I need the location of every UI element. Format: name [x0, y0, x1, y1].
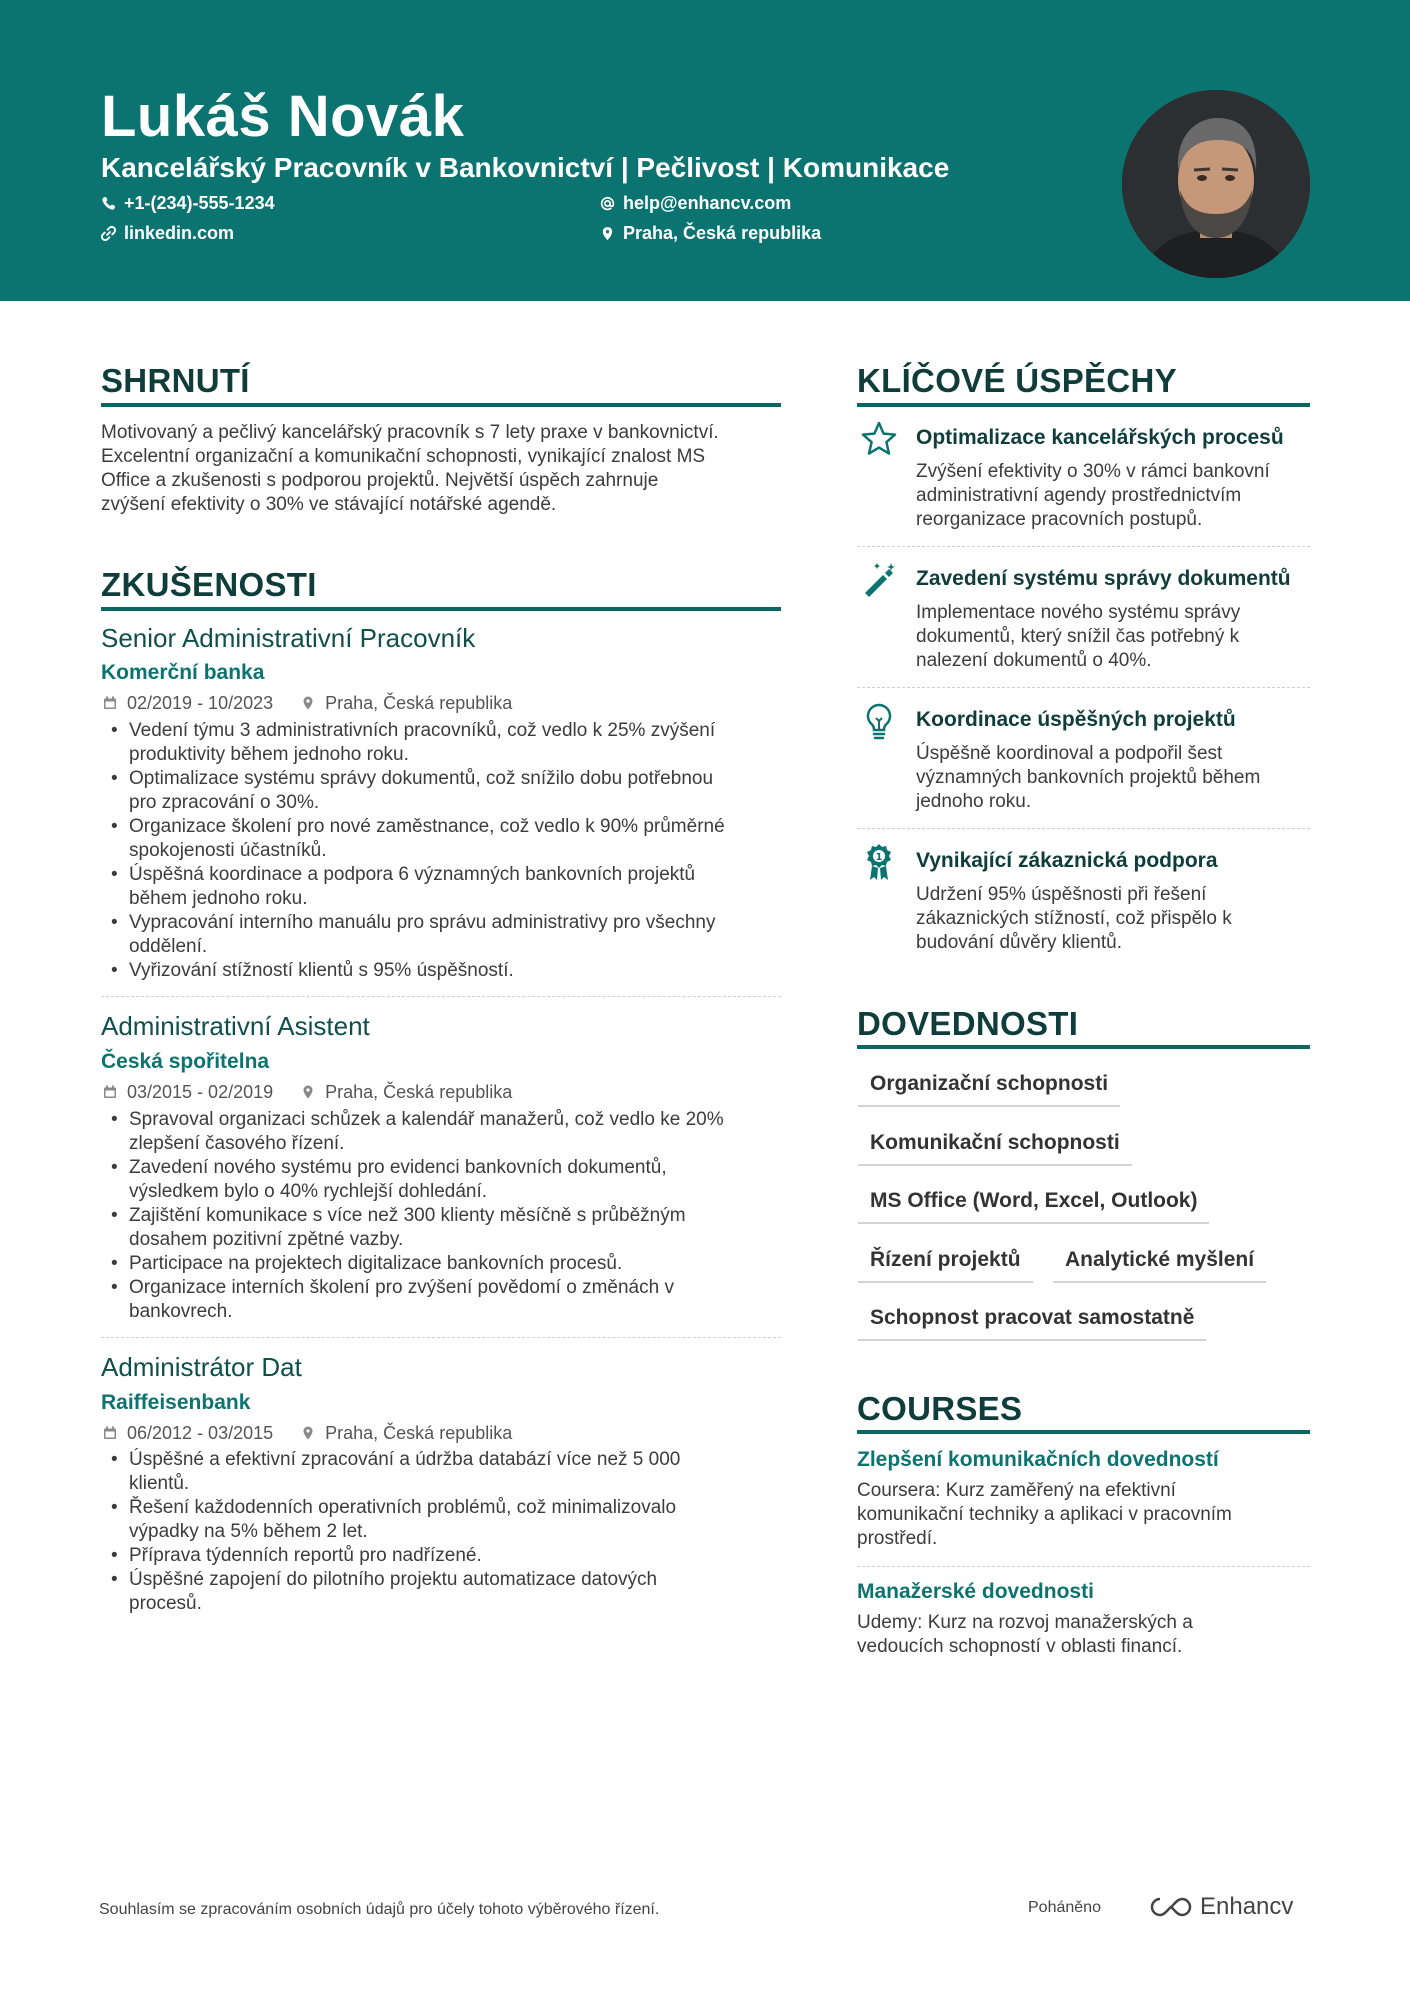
list-item: • Optimalizace systému správy dokumentů, což snížilo dobu potřebnou pro zpracování o 30%. — [101, 767, 791, 815]
location-pin-icon — [600, 226, 615, 241]
job-meta — [103, 1421, 512, 1445]
job-bullets — [101, 719, 791, 983]
calendar-icon — [103, 1426, 117, 1440]
job-dates: 06/2012 - 03/2015 — [127, 1423, 274, 1443]
job-location — [301, 691, 512, 715]
courses-divider — [857, 1430, 1310, 1434]
job-dates: 03/2015 - 02/2019 — [127, 1082, 274, 1102]
achievement-separator — [857, 828, 1310, 829]
list-item: • Participace na projektech digitalizace bankovních procesů. — [101, 1252, 791, 1276]
achievement-description: Implementace nového systému správy dokumentů, který snížil čas potřebný k nalezení dokumentů o 40%. — [916, 602, 1241, 671]
job-location-text: Praha, Česká republika — [325, 1423, 513, 1443]
course-title: Zlepšení komunikačních dovedností — [857, 1448, 1219, 1471]
list-item: • Organizace školení pro nové zaměstnance, což vedlo k 90% průměrné spokojenosti účastníků. — [101, 815, 791, 863]
job-dates: 02/2019 - 10/2023 — [127, 693, 274, 713]
at-icon — [600, 196, 615, 211]
job-meta — [103, 1080, 512, 1104]
list-item: • Organizace interních školení pro zvýšení povědomí o změnách v bankovrech. — [101, 1276, 791, 1324]
email-contact[interactable] — [600, 191, 791, 215]
location-pin-icon — [301, 1085, 315, 1099]
link-icon — [101, 226, 116, 241]
list-item: • Spravoval organizaci schůzek a kalendář manažerů, což vedlo ke 20% zlepšení časového řízení. — [101, 1108, 791, 1156]
phone-contact[interactable] — [101, 191, 275, 215]
phone-text: +1-(234)-555-1234 — [124, 193, 275, 213]
magic-wand-icon — [859, 559, 899, 599]
experience-heading: ZKUŠENOSTI — [101, 566, 317, 603]
job-bullets — [101, 1108, 791, 1324]
summary-line: Excelentní organizační a komunikační schopnosti, vynikající znalost MS — [101, 446, 706, 467]
company-name: Česká spořitelna — [101, 1050, 270, 1073]
experience-divider — [101, 607, 781, 611]
linkedin-contact[interactable] — [101, 221, 234, 245]
award-ribbon-icon — [859, 842, 899, 882]
star-icon — [859, 419, 899, 459]
list-item: • Vedení týmu 3 administrativních pracovníků, což vedlo k 25% zvýšení produktivity během jednoho roku. — [101, 719, 791, 767]
list-item: • Úspěšné a efektivní zpracování a údržba databází více než 5 000 klientů. — [101, 1448, 791, 1496]
achievement-description: Úspěšně koordinoval a podpořil šest významných bankovních projektů během jednoho roku. — [916, 743, 1261, 812]
course-description: Udemy: Kurz na rozvoj manažerských a vedoucích schopností v oblasti financí. — [857, 1612, 1193, 1657]
achievements-divider — [857, 403, 1310, 407]
linkedin-text: linkedin.com — [124, 223, 235, 243]
calendar-icon — [103, 1085, 117, 1099]
job-location-text: Praha, Česká republika — [325, 693, 513, 713]
skill-tag: Řízení projektů — [858, 1245, 1033, 1283]
achievements-heading: KLÍČOVÉ ÚSPĚCHY — [857, 362, 1177, 399]
courses-heading: COURSES — [857, 1390, 1023, 1427]
job-meta — [103, 691, 512, 715]
lightbulb-icon — [859, 702, 899, 742]
summary-text — [101, 421, 791, 517]
email-text: help@enhancv.com — [623, 193, 792, 213]
skills-divider — [857, 1045, 1310, 1049]
location-contact — [600, 221, 821, 245]
profile-photo — [1122, 90, 1310, 278]
course-separator — [857, 1566, 1310, 1567]
summary-line: Motivovaný a pečlivý kancelářský pracovník s 7 lety praxe v bankovnictví. — [101, 422, 719, 443]
summary-divider — [101, 403, 781, 407]
list-item: • Vypracování interního manuálu pro správu administrativy pro všechny oddělení. — [101, 911, 791, 959]
job-title: Administrátor Dat — [101, 1352, 302, 1382]
powered-by-label: Poháněno — [1028, 1899, 1101, 1916]
company-name: Komerční banka — [101, 661, 265, 684]
list-item: • Úspěšná koordinace a podpora 6 významných bankovních projektů během jednoho roku. — [101, 863, 791, 911]
summary-heading: SHRNUTÍ — [101, 362, 250, 399]
company-name: Raiffeisenbank — [101, 1391, 251, 1414]
skill-tag: Organizační schopnosti — [858, 1069, 1120, 1107]
achievement-title: Optimalizace kancelářských procesů — [916, 426, 1284, 449]
job-title: Administrativní Asistent — [101, 1011, 370, 1041]
calendar-icon — [103, 696, 117, 710]
location-text: Praha, Česká republika — [623, 223, 822, 243]
skill-tag: Analytické myšlení — [1053, 1245, 1266, 1283]
job-separator — [101, 1337, 781, 1338]
job-separator — [101, 996, 781, 997]
header-banner — [0, 0, 1410, 301]
enhancv-logo[interactable] — [1148, 1893, 1293, 1921]
summary-line: Office a zkušenosti s podporou projektů. Největší úspěch zahrnuje — [101, 470, 659, 491]
skill-tag: MS Office (Word, Excel, Outlook) — [858, 1186, 1209, 1224]
phone-icon — [101, 196, 116, 211]
course-description: Coursera: Kurz zaměřený na efektivní komunikační techniky a aplikaci v pracovním prostředí. — [857, 1480, 1232, 1549]
achievement-description: Udržení 95% úspěšnosti při řešení zákaznických stížností, což přispělo k budování důvěry klientů. — [916, 884, 1232, 953]
job-title: Senior Administrativní Pracovník — [101, 623, 476, 653]
list-item: • Příprava týdenních reportů pro nadřízené. — [101, 1544, 791, 1568]
achievement-description: Zvýšení efektivity o 30% v rámci bankovní administrativní agendy prostřednictvím reorganizace pracovních postupů. — [916, 461, 1270, 530]
job-location-text: Praha, Česká republika — [325, 1082, 513, 1102]
enhancv-logo-icon — [1148, 1895, 1194, 1919]
skill-tag: Komunikační schopnosti — [858, 1128, 1132, 1166]
job-location — [301, 1080, 512, 1104]
list-item: • Vyřizování stížností klientů s 95% úspěšností. — [101, 959, 791, 983]
achievement-separator — [857, 546, 1310, 547]
list-item: • Řešení každodenních operativních problémů, což minimalizovalo výpadky na 5% během 2 let. — [101, 1496, 791, 1544]
job-bullets — [101, 1448, 791, 1616]
svg-text:1: 1 — [875, 852, 883, 863]
location-pin-icon — [301, 696, 315, 710]
consent-note: Souhlasím se zpracováním osobních údajů pro účely tohoto výběrového řízení. — [99, 1901, 660, 1918]
skill-tag: Schopnost pracovat samostatně — [858, 1303, 1206, 1341]
achievement-separator — [857, 687, 1310, 688]
brand-name: Enhancv — [1200, 1893, 1294, 1920]
achievement-title: Vynikající zákaznická podpora — [916, 849, 1218, 872]
summary-line: zvýšení efektivity o 30% ve stávající notářské agendě. — [101, 494, 557, 515]
list-item: • Zajištění komunikace s více než 300 klienty měsíčně s průběžným dosahem pozitivní zpětné vazby. — [101, 1204, 791, 1252]
achievement-title: Koordinace úspěšných projektů — [916, 708, 1236, 731]
candidate-name: Lukáš Novák — [101, 84, 465, 149]
job-location — [301, 1421, 512, 1445]
location-pin-icon — [301, 1426, 315, 1440]
candidate-headline: Kancelářský Pracovník v Bankovnictví | Pečlivost | Komunikace — [101, 152, 950, 183]
list-item: • Zavedení nového systému pro evidenci bankovních dokumentů, výsledkem bylo o 40% rychlejší dohledání. — [101, 1156, 791, 1204]
course-title: Manažerské dovednosti — [857, 1580, 1094, 1603]
skills-heading: DOVEDNOSTI — [857, 1005, 1079, 1042]
list-item: • Úspěšné zapojení do pilotního projektu automatizace datových procesů. — [101, 1568, 791, 1616]
achievement-title: Zavedení systému správy dokumentů — [916, 567, 1291, 590]
